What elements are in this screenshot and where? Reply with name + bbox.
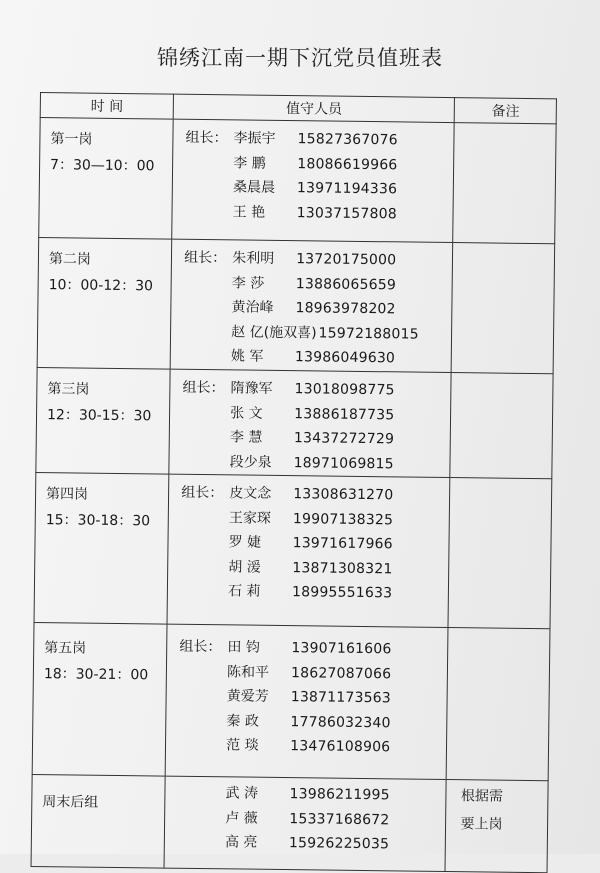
member-phone: 13037157808 (296, 204, 397, 222)
member-phone: 18995551633 (291, 584, 393, 602)
member-phone: 15926225035 (288, 835, 390, 853)
shift-row-2 (37, 237, 555, 373)
member-phone: 15337168672 (289, 810, 390, 828)
shift-note-cell (452, 243, 555, 374)
shift-time-cell (39, 118, 174, 240)
weekend-note-line: 根据需 (460, 788, 503, 805)
duty-table (31, 92, 557, 873)
shift-time: 12：30-15：30 (46, 407, 152, 425)
shift-time-cell (37, 237, 172, 369)
member-name: 朱利明 (232, 250, 275, 267)
header-time: 时 间 (40, 93, 173, 120)
shift-staff-cell (170, 239, 453, 372)
member-phone: 18963978202 (295, 300, 396, 318)
leader-row (182, 376, 451, 404)
shift-staff-cell (165, 624, 448, 779)
document-title: 锦绣江南一期下沉党员值班表 (157, 46, 443, 70)
shift-staff-cell (167, 474, 450, 627)
member-row (178, 733, 447, 761)
member-phone: 13907161606 (291, 640, 392, 658)
leader-row (185, 126, 454, 154)
member-name: 陈和平 (226, 663, 270, 681)
shift-note-cell (448, 478, 551, 629)
member-name: 桑晨晨 (232, 179, 276, 196)
leader-label: 组长： (185, 129, 228, 147)
leader-label: 组长： (181, 484, 224, 502)
member-name: 李 慧 (229, 429, 263, 446)
member-row (185, 150, 454, 178)
member-row (179, 659, 448, 687)
member-row (182, 425, 451, 453)
member-name: 王家琛 (228, 509, 272, 527)
member-phone: 15972188015 (318, 324, 419, 343)
member-name: 李 鹏 (233, 154, 266, 172)
shift-label: 第一岗 (50, 131, 93, 148)
shift-time-cell (36, 367, 170, 474)
member-row (184, 270, 453, 298)
shift-time: 15：30-18：30 (45, 512, 151, 530)
shift-time-cell (32, 622, 167, 776)
leader-label: 组长： (179, 638, 222, 656)
leader-label: 组长： (182, 379, 225, 397)
weekend-row (31, 774, 548, 872)
member-phone: 13720175000 (296, 251, 397, 269)
member-phone: 18086619966 (297, 155, 398, 173)
member-name: 高 亮 (224, 834, 258, 851)
leader-label: 组长： (184, 249, 227, 267)
shift-row-4 (34, 472, 552, 628)
member-row (181, 530, 450, 558)
member-phone: 13871308321 (292, 559, 393, 577)
member-name: 张 文 (230, 404, 263, 422)
member-phone: 18971069815 (293, 454, 394, 472)
shift-time: 10：00-12：30 (48, 277, 154, 295)
weekend-time-cell (31, 774, 165, 868)
shift-label: 第三岗 (47, 381, 90, 398)
member-name: 赵 亿(施双喜) (231, 323, 317, 341)
member-phone: 13308631270 (293, 486, 394, 504)
member-row (177, 830, 446, 858)
member-name: 黄爱芳 (226, 688, 269, 705)
member-name: 石 莉 (227, 583, 261, 600)
member-row (181, 505, 450, 533)
member-row (183, 344, 452, 372)
member-row (182, 400, 451, 428)
member-phone: 18627087066 (290, 664, 392, 682)
member-row (183, 295, 452, 323)
member-row (181, 449, 450, 477)
member-row (180, 579, 449, 607)
shift-note-cell (450, 373, 553, 479)
member-phone: 17786032340 (290, 713, 391, 731)
shift-row-1 (39, 118, 556, 244)
member-row (177, 805, 446, 833)
member-phone: 13886187735 (294, 405, 395, 423)
header-note: 备注 (455, 98, 557, 124)
leader-row (181, 481, 450, 509)
shift-time: 18：30-21：00 (43, 666, 149, 684)
member-name: 黄治峰 (231, 299, 274, 316)
member-phone: 19907138325 (292, 510, 394, 528)
member-name: 罗 婕 (228, 534, 262, 551)
member-phone: 13018098775 (294, 381, 395, 399)
member-name: 卢 薇 (225, 809, 258, 827)
member-name: 范 琰 (226, 737, 259, 754)
member-phone: 13971617966 (292, 535, 393, 553)
shift-time: 7：30—10：00 (50, 157, 155, 175)
shift-label: 第五岗 (44, 640, 87, 657)
shift-staff-cell (169, 369, 452, 477)
member-name: 皮文念 (229, 485, 272, 502)
member-name: 李 莎 (231, 274, 265, 292)
member-row (179, 684, 448, 712)
shift-note-cell (453, 123, 556, 244)
member-row (185, 199, 454, 227)
shift-label: 第二岗 (48, 251, 92, 268)
leader-row (179, 635, 448, 663)
header-staff: 值守人员 (173, 94, 455, 122)
member-name: 秦 政 (226, 712, 260, 730)
shift-row-5 (32, 622, 550, 780)
member-row (178, 708, 447, 736)
member-phone: 13476108906 (290, 738, 391, 756)
shift-label: 第四岗 (45, 486, 89, 503)
shift-staff-cell (172, 119, 455, 242)
member-phone: 13871173563 (290, 689, 392, 707)
weekend-staff-cell (164, 776, 446, 871)
shift-note-cell (447, 628, 550, 781)
member-name: 胡 湲 (228, 558, 261, 576)
weekend-note-line: 要上岗 (460, 816, 503, 833)
member-phone: 13886065659 (295, 275, 397, 293)
member-name: 隋豫军 (230, 380, 273, 397)
member-row (180, 554, 449, 582)
weekend-label: 周末后组 (42, 794, 99, 811)
shift-time-cell (34, 472, 169, 624)
member-name: 李振宇 (233, 130, 276, 147)
member-name: 姚 军 (230, 348, 264, 365)
member-phone: 13971194336 (296, 180, 398, 198)
member-row (183, 319, 452, 347)
member-name: 王 艳 (232, 203, 266, 221)
member-phone: 13437272729 (293, 430, 395, 448)
member-name: 武 涛 (225, 785, 259, 802)
member-phone: 13986049630 (294, 349, 396, 367)
member-phone: 15827367076 (297, 131, 398, 149)
member-phone: 13986211995 (289, 786, 390, 804)
member-row (177, 781, 446, 809)
leader-row (184, 246, 453, 274)
weekend-note-cell (445, 780, 548, 873)
shift-row-3 (36, 367, 553, 478)
member-row (185, 175, 454, 203)
member-name: 段少泉 (229, 453, 272, 471)
member-name: 田 钧 (227, 639, 260, 656)
